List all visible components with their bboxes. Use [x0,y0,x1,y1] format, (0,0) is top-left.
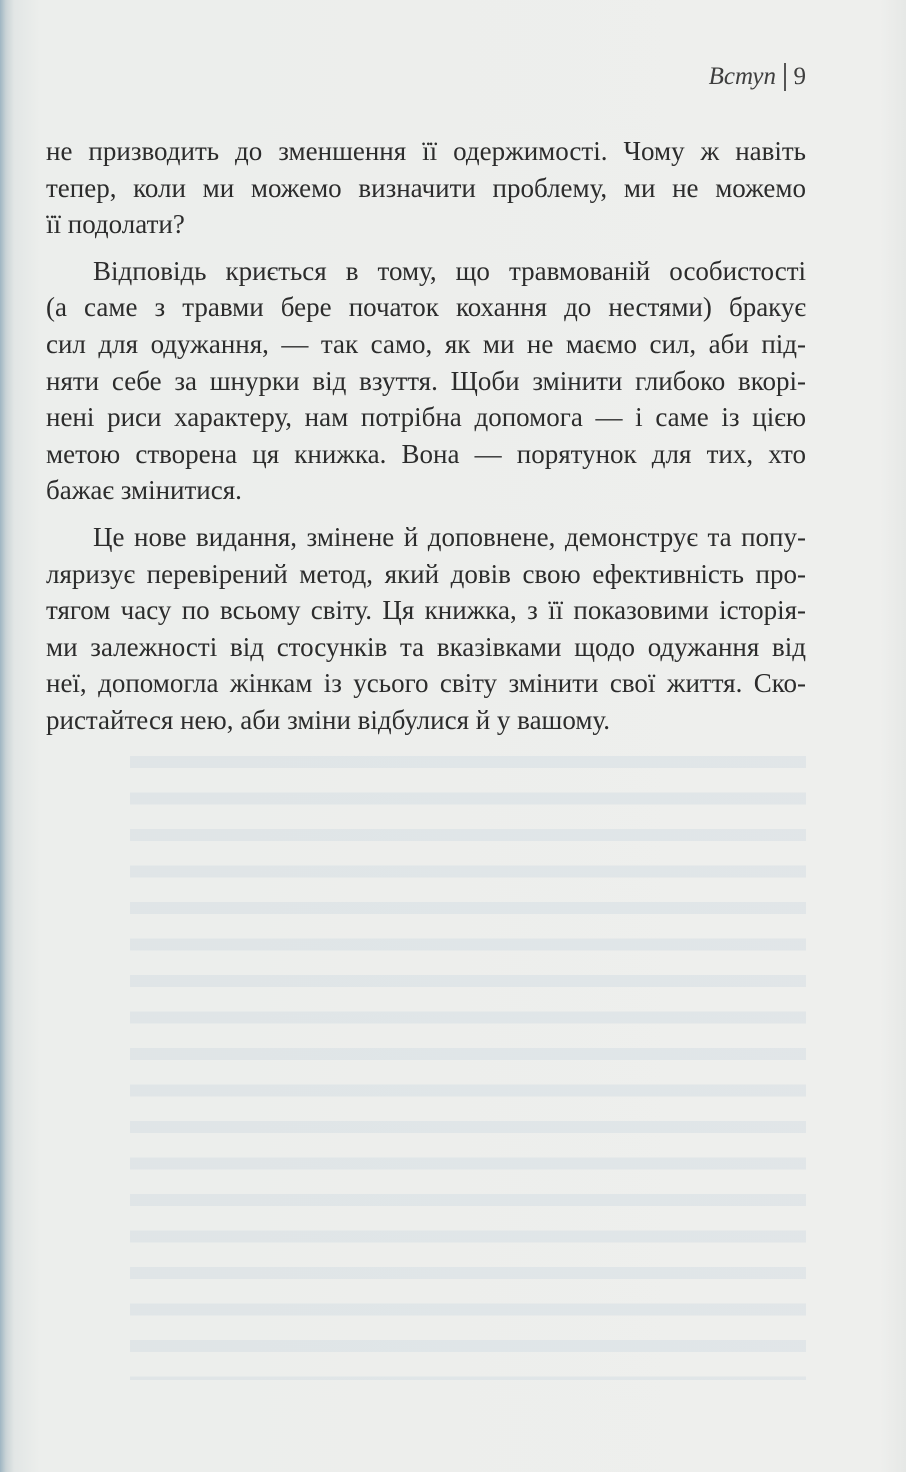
section-title: Вступ [708,63,776,90]
text-line: її подолати? [46,209,185,240]
body-text [46,133,806,749]
text-line: неї, допомогла жінкам із усього світу змінити свої життя. Ско- [46,668,806,699]
text-line: не призводить до зменшення її одержимості. Чому ж навіть [46,136,806,166]
text-line: Це нове видання, змінене й доповнене, демонструє та попу- [93,521,806,552]
divider [784,63,786,91]
paragraph-2 [46,253,806,509]
text-line: тепер, коли ми можемо визначити проблему, ми не можемо [46,172,806,203]
text-line: тягом часу по всьому світу. Ця книжка, з її показовими історія- [46,595,806,626]
page-number: 9 [793,63,806,90]
text-line: Відповідь криється в тому, що травмованій особистості [93,255,806,286]
text-line: бажає змінитися. [46,475,242,506]
text-line: сил для одужання, — так само, як ми не маємо сил, аби під- [46,328,806,359]
running-head [709,63,806,91]
text-line: нені риси характеру, нам потрібна допомога — і саме із цією [46,402,806,433]
show-through-text [130,740,806,1380]
text-line: ристайтеся нею, аби зміни відбулися й у вашому. [46,704,610,735]
text-line: няти себе за шнурки від взуття. Щоби змінити глибоко вкорі- [46,365,806,396]
text-line: метою створена ця книжка. Вона — порятунок для тих, хто [46,438,806,469]
paragraph-3 [46,519,806,739]
text-line: (а саме з травми бере початок кохання до нестями) бракує [46,292,806,323]
text-line: ляризує перевірений метод, який довів свою ефективність про- [46,558,806,589]
paragraph-1 [46,133,806,243]
text-line: ми залежності від стосунків та вказівками щодо одужання від [46,631,806,662]
